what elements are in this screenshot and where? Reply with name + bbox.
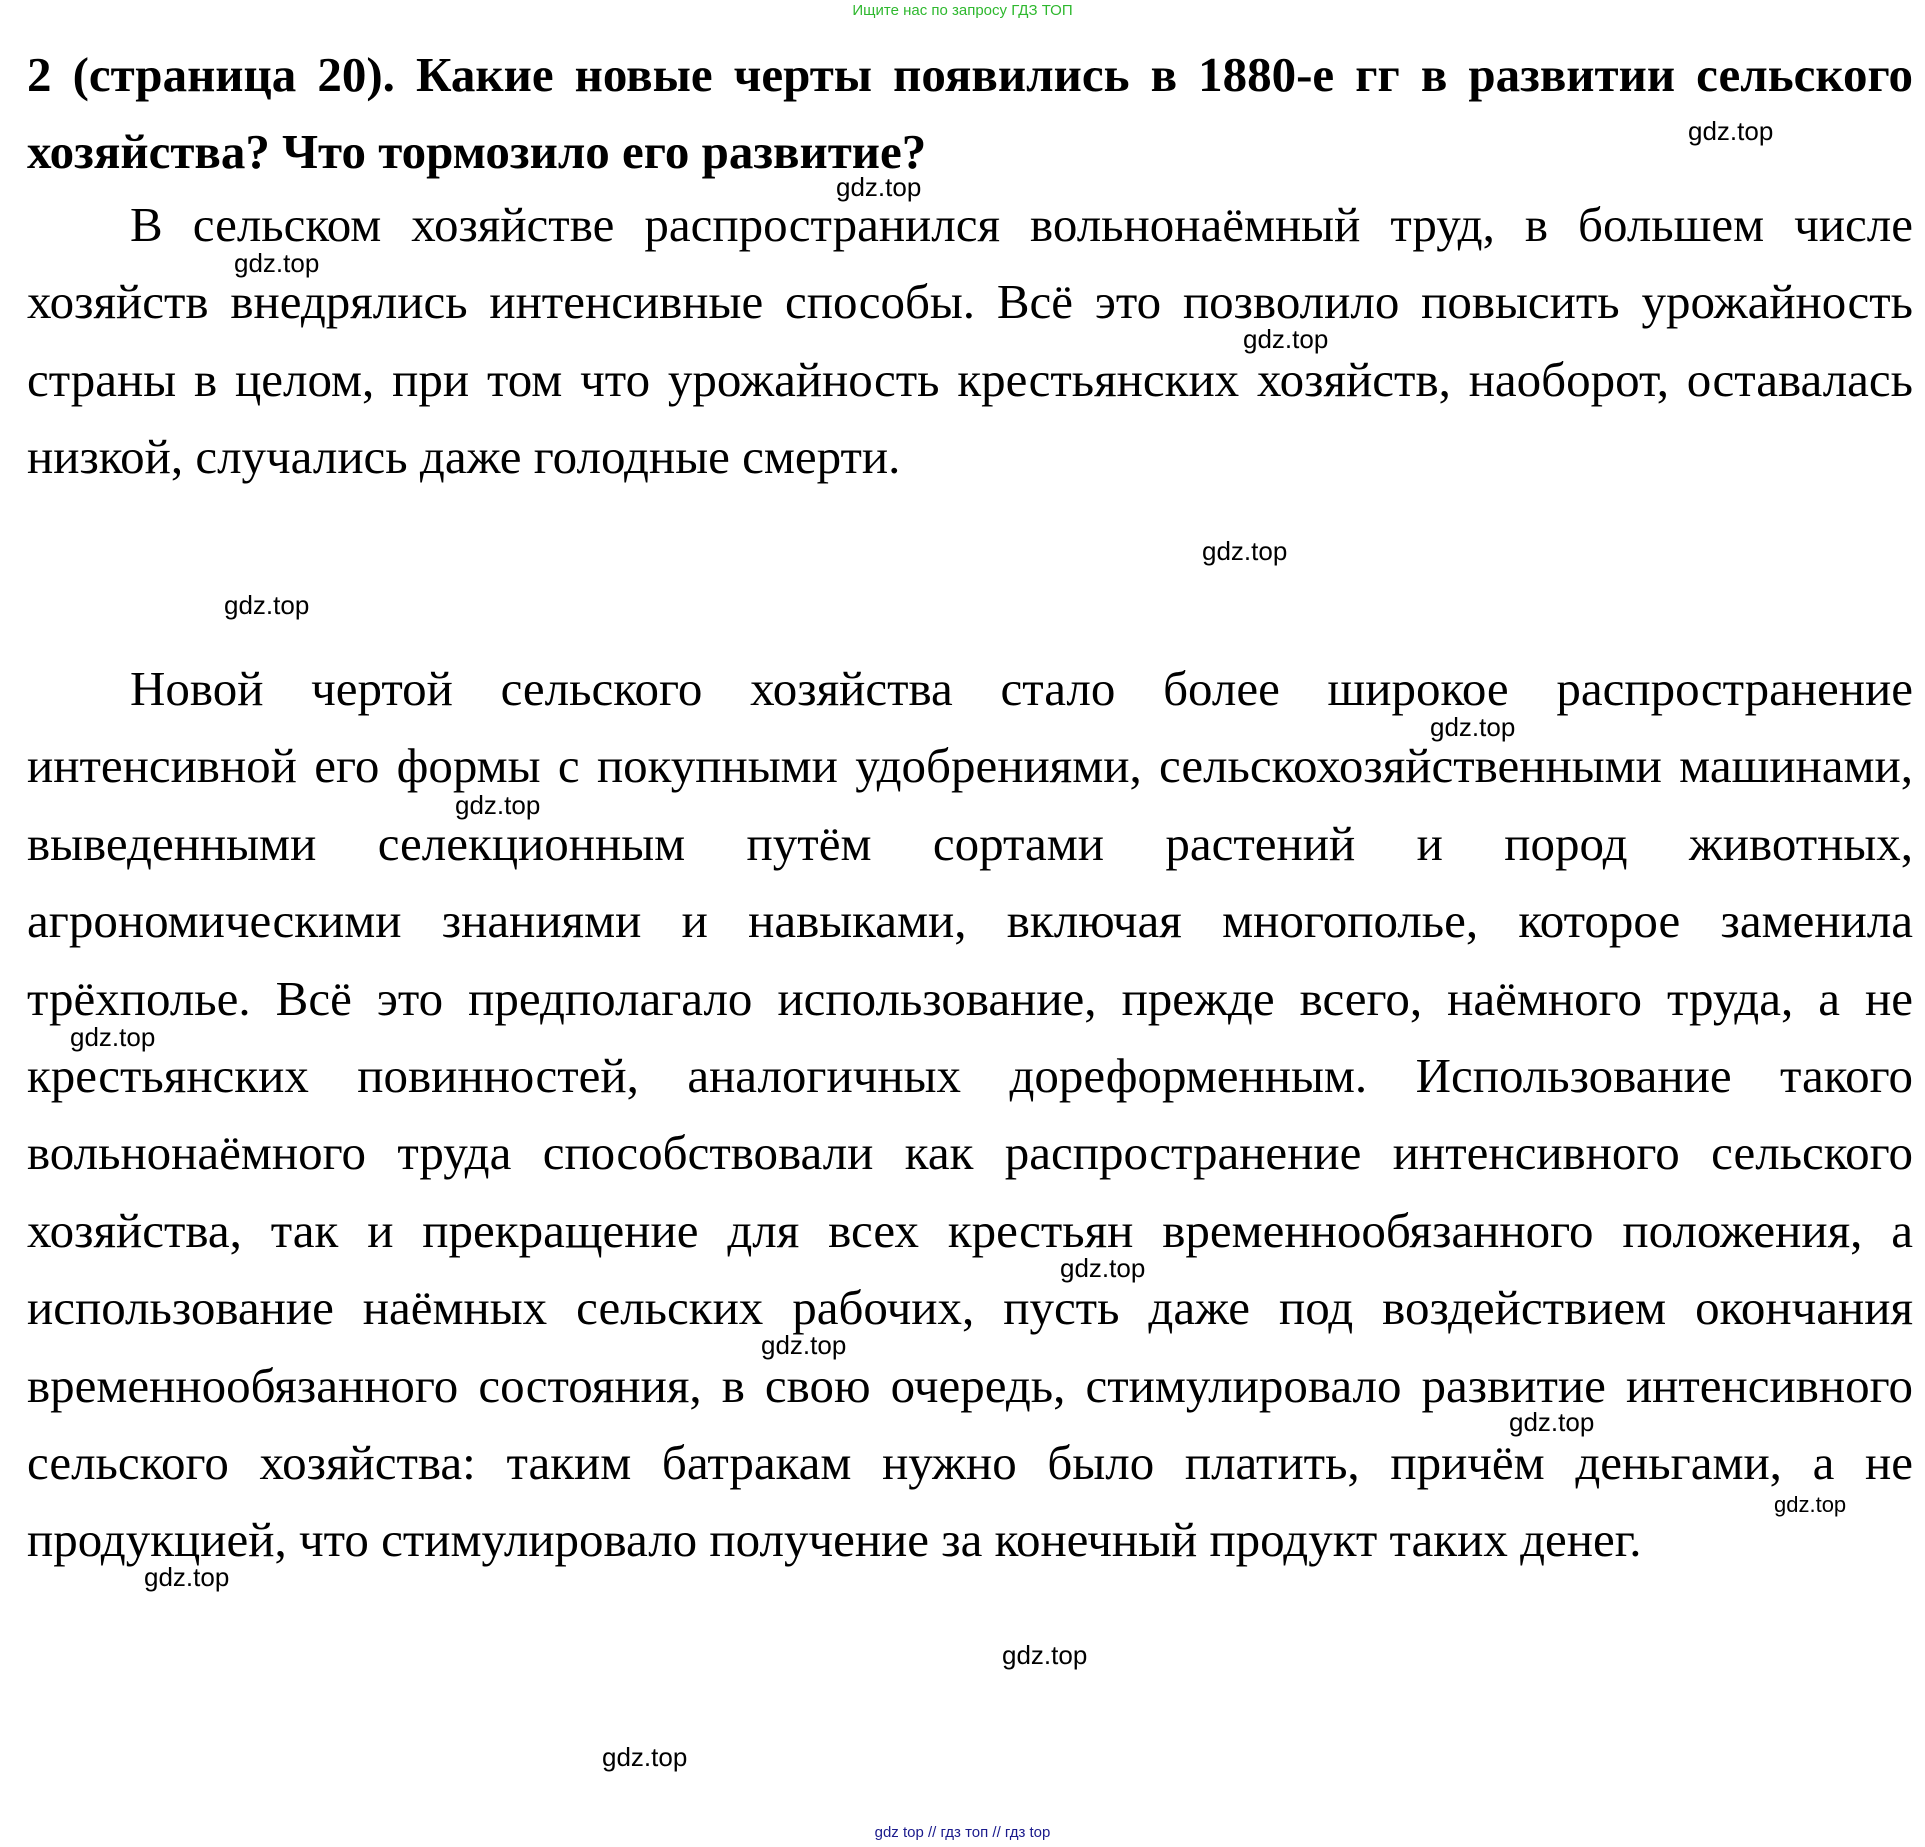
question-title: 2 (страница 20). Какие новые черты появились в 1880-е гг в развитии сельского хозяйства? Что тормозило его развитие? [27, 47, 1913, 179]
answer-paragraph-2: Новой чертой сельского хозяйства стало более широкое распространение интенсивной его формы с покупными удобрениями, сельскохозяйственными машинами, выведенными селекционным путём сортами растений и пород животных, агрономическими знаниями и навыками, включая многополье, которое заменила трёхполье. Всё это предполагало использование, прежде всего, наёмного труда, а не крестьянских повинностей, аналогичных дореформенным. Использование такого вольнонаёмного труда способствовали как распространение интенсивного сельского хозяйства, так и прекращение для всех крестьян временнообязанного положения, а использование наёмных сельских рабочих, пусть даже под воздействием окончания временнообязанного состояния, в свою очередь, стимулировало развитие интенсивного сельского хозяйства: таким батракам нужно было платить, причём деньгами, а не продукцией, что стимулировало получение за конечный продукт таких денег. [27, 661, 1913, 1568]
footer-watermark: gdz top // гдз топ // гдз top [874, 1824, 1051, 1841]
watermark: gdz.top [1060, 1253, 1146, 1283]
watermark: gdz.top [1002, 1640, 1088, 1670]
watermark: gdz.top [1202, 536, 1288, 566]
question-heading [27, 36, 1913, 190]
answer-paragraph-1: В сельском хозяйстве распространился вольнонаёмный труд, в большем числе хозяйств внедрялись интенсивные способы. Всё это позволило повысить урожайность страны в целом, при том что урожайность крестьянских хозяйств, наоборот, оставалась низкой, случались даже голодные смерти. [27, 197, 1913, 485]
watermark: gdz.top [455, 790, 541, 820]
watermark: gdz.top [761, 1330, 847, 1360]
top-banner: Ищите нас по запросу ГДЗ ТОП [852, 2, 1073, 19]
watermark: gdz.top [836, 172, 922, 202]
watermark: gdz.top [602, 1742, 688, 1772]
watermark: gdz.top [70, 1022, 156, 1052]
watermark: gdz.top [144, 1562, 230, 1592]
watermark: gdz.top [1430, 712, 1516, 742]
watermark: gdz.top [234, 248, 320, 278]
watermark: gdz.top [224, 590, 310, 620]
watermark: gdz.top [1774, 1492, 1847, 1517]
watermark: gdz.top [1509, 1407, 1595, 1437]
watermark: gdz.top [1688, 116, 1774, 146]
watermark: gdz.top [1243, 324, 1329, 354]
